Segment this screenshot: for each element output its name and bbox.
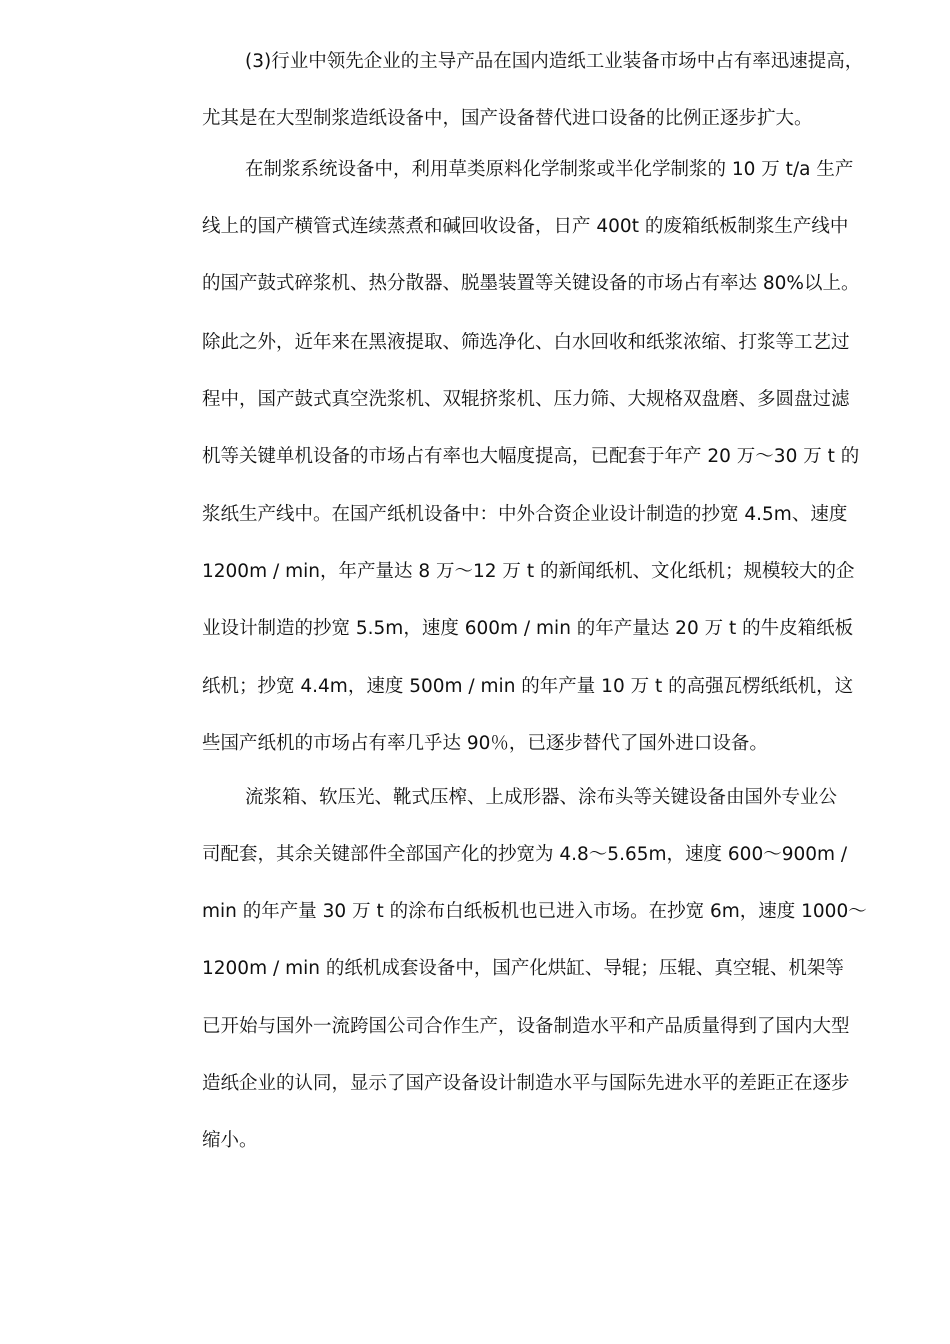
text-line: 程中，国产鼓式真空洗浆机、双辊挤浆机、压力筛、大规格双盘磨、多圆盘过滤 — [202, 389, 850, 410]
text-line: 尤其是在大型制浆造纸设备中，国产设备替代进口设备的比例正逐步扩大。 — [202, 108, 813, 129]
text-line: 的国产鼓式碎浆机、热分散器、脱墨装置等关键设备的市场占有率达 80%以上。 — [202, 273, 860, 294]
text-line: 线上的国产横管式连续蒸煮和碱回收设备，日产 400t 的废箱纸板制浆生产线中 — [202, 216, 849, 237]
text-line: 1200m / min，年产量达 8 万～12 万 t 的新闻纸机、文化纸机；规模较大的企 — [202, 561, 855, 582]
text-line: 缩小。 — [202, 1130, 258, 1151]
text-line: 已开始与国外一流跨国公司合作生产，设备制造水平和产品质量得到了国内大型 — [202, 1016, 850, 1037]
text-line: 在制浆系统设备中，利用草类原料化学制浆或半化学制浆的 10 万 t/a 生产 — [245, 159, 854, 180]
text-line: 造纸企业的认同，显示了国产设备设计制造水平与国际先进水平的差距正在逐步 — [202, 1073, 850, 1094]
text-line: (3)行业中领先企业的主导产品在国内造纸工业装备市场中占有率迅速提高， — [245, 51, 864, 72]
text-line: 1200m / min 的纸机成套设备中，国产化烘缸、导辊；压辊、真空辊、机架等 — [202, 958, 844, 979]
text-line: 流浆箱、软压光、靴式压榨、上成形器、涂布头等关键设备由国外专业公 — [245, 787, 838, 808]
text-line: 纸机；抄宽 4.4m，速度 500m / min 的年产量 10 万 t 的高强瓦楞纸纸机，这 — [202, 676, 854, 697]
text-line: 机等关键单机设备的市场占有率也大幅度提高，已配套于年产 20 万～30 万 t 的 — [202, 446, 860, 467]
text-line: 业设计制造的抄宽 5.5m，速度 600m / min 的年产量达 20 万 t 的牛皮箱纸板 — [202, 618, 854, 639]
text-line: 些国产纸机的市场占有率几乎达 90％，已逐步替代了国外进口设备。 — [202, 733, 768, 754]
text-line: 浆纸生产线中。在国产纸机设备中：中外合资企业设计制造的抄宽 4.5m、速度 — [202, 504, 848, 525]
text-line: 司配套，其余关键部件全部国产化的抄宽为 4.8～5.65m，速度 600～900m / — [202, 844, 848, 865]
text-line: min 的年产量 30 万 t 的涂布白纸板机也已进入市场。在抄宽 6m，速度 1000～ — [202, 901, 867, 922]
text-line: 除此之外，近年来在黑液提取、筛选净化、白水回收和纸浆浓缩、打浆等工艺过 — [202, 332, 850, 353]
